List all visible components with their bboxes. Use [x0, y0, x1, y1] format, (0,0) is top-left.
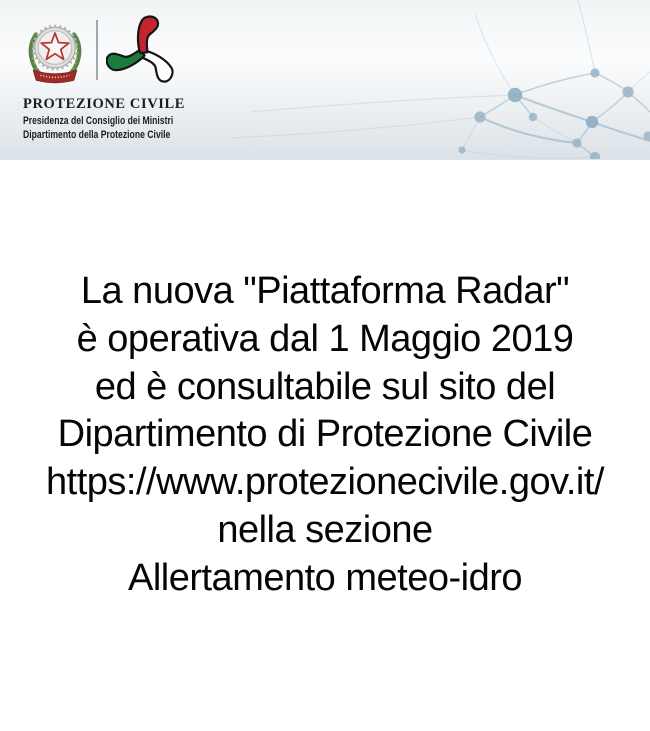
site-url-text[interactable]: https://www.protezionecivile.gov.it/: [46, 461, 604, 504]
announcement-line: Dipartimento di Protezione Civile: [57, 413, 593, 456]
brand-subtitle-line1: Presidenza del Consiglio dei Ministri: [23, 115, 174, 127]
announcement-text: [0, 160, 650, 603]
logo-divider: [96, 20, 98, 80]
announcement-line: nella sezione: [217, 508, 433, 551]
brand-logos: [23, 10, 211, 93]
page-header: [0, 0, 650, 160]
brand-block[interactable]: [23, 10, 211, 142]
brand-subtitle: [23, 115, 173, 142]
brand-title: PROTEZIONE CIVILE: [23, 96, 186, 112]
announcement-line: Allertamento meteo-idro: [127, 556, 522, 599]
protezione-civile-logo-icon: [106, 10, 180, 93]
italian-republic-emblem-icon: [23, 14, 87, 87]
announcement-line: ed è consultabile sul sito del: [94, 365, 556, 408]
announcement-line: La nuova "Piattaforma Radar": [80, 270, 570, 312]
announcement-line: è operativa dal 1 Maggio 2019: [76, 317, 574, 360]
brand-subtitle-line2: Dipartimento della Protezione Civile: [23, 128, 171, 141]
network-graph-decoration: [220, 0, 650, 160]
